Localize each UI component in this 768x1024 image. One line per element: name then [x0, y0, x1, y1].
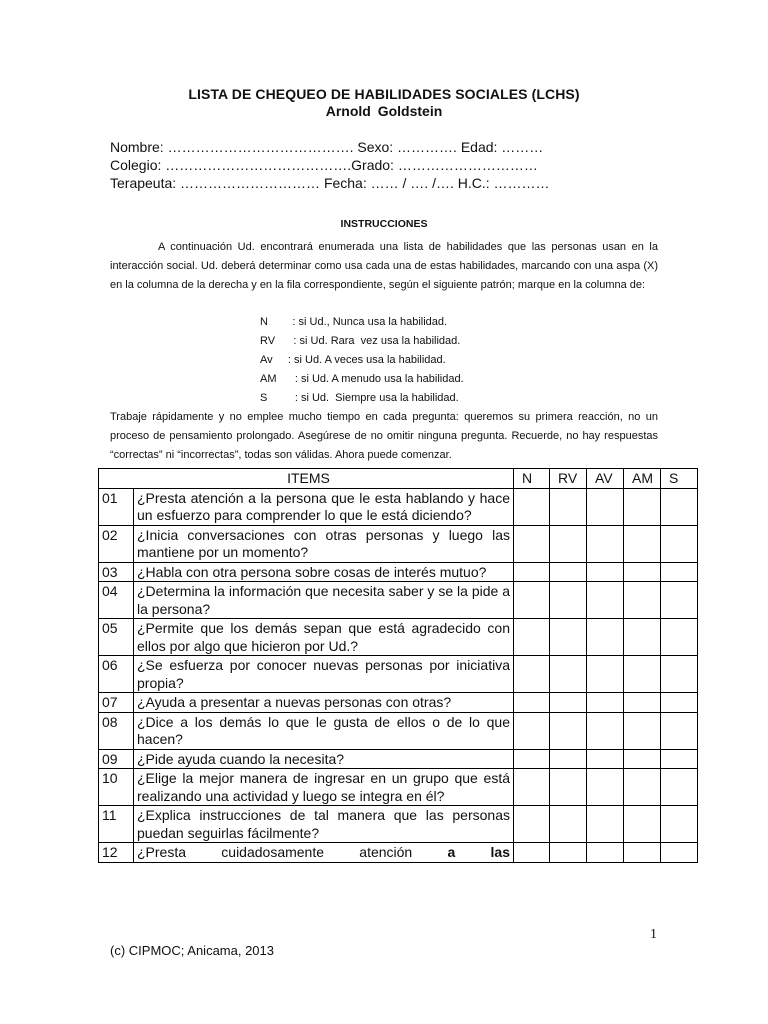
table-row — [99, 843, 698, 863]
key-item-rv: RV : si Ud. Rara vez usa la habilidad. — [260, 335, 461, 347]
table-row — [99, 806, 698, 843]
answer-cell-av[interactable] — [587, 806, 624, 843]
answer-cell-rv[interactable] — [550, 488, 587, 525]
item-question-text: ¿Pide ayuda cuando la necesita? — [137, 750, 345, 767]
field-line-colegio: Colegio: ………………………………….Grado: ………………………… — [110, 157, 538, 173]
item-number: 12 — [99, 843, 134, 863]
answer-cell-av[interactable] — [587, 582, 624, 619]
item-question-text: ¿Presta cuidadosamente atención — [137, 844, 413, 860]
instructions-heading: INSTRUCCIONES — [340, 218, 428, 230]
answer-cell-s[interactable] — [661, 843, 698, 863]
item-question — [134, 582, 514, 619]
header-rv: RV — [550, 469, 587, 489]
answer-cell-rv[interactable] — [550, 806, 587, 843]
item-number: 03 — [99, 562, 134, 582]
key-item-am: AM : si Ud. A menudo usa la habilidad. — [260, 373, 464, 385]
document-author: Arnold Goldstein — [325, 103, 443, 119]
answer-cell-am[interactable] — [624, 619, 661, 656]
item-question-text: ¿Se esfuerza por conocer nuevas personas por iniciativa propia? — [137, 657, 510, 691]
table-row — [99, 562, 698, 582]
item-question — [134, 806, 514, 843]
answer-cell-am[interactable] — [624, 693, 661, 713]
answer-cell-n[interactable] — [514, 749, 550, 769]
answer-cell-s[interactable] — [661, 562, 698, 582]
header-n: N — [514, 469, 550, 489]
answer-cell-av[interactable] — [587, 693, 624, 713]
key-item-av: Av : si Ud. A veces usa la habilidad. — [260, 354, 446, 366]
item-question-bold-text: a las — [447, 844, 510, 860]
item-question — [134, 712, 514, 749]
item-question-text: ¿Determina la información que necesita saber y se la pide a la persona? — [137, 583, 510, 617]
answer-cell-am[interactable] — [624, 843, 661, 863]
table-header-row — [99, 469, 698, 489]
answer-cell-rv[interactable] — [550, 562, 587, 582]
answer-cell-rv[interactable] — [550, 712, 587, 749]
answer-cell-n[interactable] — [514, 582, 550, 619]
item-number: 01 — [99, 488, 134, 525]
answer-cell-av[interactable] — [587, 619, 624, 656]
document-title: LISTA DE CHEQUEO DE HABILIDADES SOCIALES (LCHS) — [188, 86, 580, 102]
item-question-text: ¿Dice a los demás lo que le gusta de ellos o de lo que hacen? — [137, 713, 510, 747]
answer-cell-rv[interactable] — [550, 525, 587, 562]
answer-cell-n[interactable] — [514, 488, 550, 525]
item-question-text: ¿Explica instrucciones de tal manera que las personas puedan seguirlas fácilmente? — [137, 807, 510, 841]
answer-cell-rv[interactable] — [550, 693, 587, 713]
answer-cell-n[interactable] — [514, 712, 550, 749]
answer-cell-am[interactable] — [624, 582, 661, 619]
header-am: AM — [624, 469, 661, 489]
answer-cell-s[interactable] — [661, 656, 698, 693]
item-question — [134, 619, 514, 656]
answer-cell-n[interactable] — [514, 693, 550, 713]
answer-cell-av[interactable] — [587, 525, 624, 562]
answer-cell-s[interactable] — [661, 693, 698, 713]
item-number: 07 — [99, 693, 134, 713]
item-question-text: ¿Permite que los demás sepan que está agradecido con ellos por algo que hicieron por Ud.? — [137, 620, 510, 654]
header-items: ITEMS — [99, 469, 514, 489]
item-question — [134, 843, 514, 863]
answer-cell-s[interactable] — [661, 582, 698, 619]
answer-cell-am[interactable] — [624, 749, 661, 769]
answer-cell-av[interactable] — [587, 488, 624, 525]
table-row — [99, 488, 698, 525]
item-question — [134, 525, 514, 562]
item-question — [134, 769, 514, 806]
table-row — [99, 619, 698, 656]
answer-cell-rv[interactable] — [550, 749, 587, 769]
item-question-text: ¿Habla con otra persona sobre cosas de interés mutuo? — [137, 563, 487, 580]
table-row — [99, 525, 698, 562]
item-question-text: ¿Elige la mejor manera de ingresar en un grupo que está realizando una actividad y luego se integra en él? — [137, 770, 510, 804]
item-question — [134, 693, 514, 713]
page-number: 1 — [650, 927, 657, 942]
answer-cell-rv[interactable] — [550, 843, 587, 863]
table-row — [99, 769, 698, 806]
item-number: 09 — [99, 749, 134, 769]
table-row — [99, 712, 698, 749]
key-item-s: S : si Ud. Siempre usa la habilidad. — [260, 392, 459, 404]
answer-cell-am[interactable] — [624, 562, 661, 582]
item-number: 04 — [99, 582, 134, 619]
answer-cell-s[interactable] — [661, 619, 698, 656]
item-number: 06 — [99, 656, 134, 693]
answer-cell-av[interactable] — [587, 843, 624, 863]
header-av: AV — [587, 469, 624, 489]
answer-cell-rv[interactable] — [550, 769, 587, 806]
item-number: 10 — [99, 769, 134, 806]
answer-cell-s[interactable] — [661, 712, 698, 749]
answer-cell-n[interactable] — [514, 619, 550, 656]
answer-cell-am[interactable] — [624, 656, 661, 693]
answer-cell-am[interactable] — [624, 806, 661, 843]
answer-cell-av[interactable] — [587, 712, 624, 749]
answer-cell-n[interactable] — [514, 562, 550, 582]
answer-cell-av[interactable] — [587, 562, 624, 582]
item-question — [134, 749, 514, 769]
footer-copyright: (c) CIPMOC; Anicama, 2013 — [110, 943, 274, 958]
item-question-text: ¿Ayuda a presentar a nuevas personas con otras? — [137, 694, 452, 710]
answer-cell-n[interactable] — [514, 656, 550, 693]
answer-cell-s[interactable] — [661, 749, 698, 769]
instructions-closing: Trabaje rápidamente y no emplee mucho tiempo en cada pregunta: queremos su primera reacción, no un proceso de pensamiento prolongado. Asegúrese de no omitir ninguna pregunta. Recuerde, no hay respuestas “correctas” ni “incorrectas”, todas son válidas. Ahora puede comenzar. — [110, 411, 658, 461]
key-item-n: N : si Ud., Nunca usa la habilidad. — [260, 316, 448, 328]
table-row — [99, 749, 698, 769]
answer-cell-av[interactable] — [587, 749, 624, 769]
item-question — [134, 656, 514, 693]
item-number: 05 — [99, 619, 134, 656]
answer-cell-am[interactable] — [624, 769, 661, 806]
answer-cell-n[interactable] — [514, 525, 550, 562]
table-row — [99, 656, 698, 693]
table-row — [99, 582, 698, 619]
answer-cell-s[interactable] — [661, 806, 698, 843]
item-number: 11 — [99, 806, 134, 843]
answer-cell-rv[interactable] — [550, 582, 587, 619]
answer-cell-s[interactable] — [661, 525, 698, 562]
answer-cell-am[interactable] — [624, 712, 661, 749]
item-number: 02 — [99, 525, 134, 562]
answer-cell-rv[interactable] — [550, 656, 587, 693]
header-s: S — [661, 469, 698, 489]
answer-cell-n[interactable] — [514, 806, 550, 843]
skills-table — [98, 468, 698, 863]
answer-cell-n[interactable] — [514, 843, 550, 863]
item-number: 08 — [99, 712, 134, 749]
answer-cell-av[interactable] — [587, 769, 624, 806]
table-row — [99, 693, 698, 713]
item-question — [134, 562, 514, 582]
answer-cell-rv[interactable] — [550, 619, 587, 656]
item-question — [134, 488, 514, 525]
instructions-intro: A continuación Ud. encontrará enumerada una lista de habilidades que las personas usan en la interacción social. Ud. deberá determinar como usa cada una de estas habilidades, marcando con una aspa (X) en la columna de la derecha y en la fila correspondiente, según el siguiente patrón; marque en la columna de: — [110, 241, 658, 291]
answer-cell-n[interactable] — [514, 769, 550, 806]
item-question-text: ¿Presta atención a la persona que le esta hablando y hace un esfuerzo para comprender lo que le está diciendo? — [137, 489, 510, 523]
answer-cell-am[interactable] — [624, 488, 661, 525]
item-question-text: ¿Inicia conversaciones con otras personas y luego las mantiene por un momento? — [137, 526, 510, 560]
field-line-nombre: Nombre: …………………………………. Sexo: …………. Edad: ……… — [110, 139, 544, 155]
answer-cell-s[interactable] — [661, 488, 698, 525]
answer-cell-av[interactable] — [587, 656, 624, 693]
field-line-terapeuta: Terapeuta: ………………………… Fecha: …… / …. /…. H.C.: ………… — [110, 175, 550, 191]
answer-cell-am[interactable] — [624, 525, 661, 562]
answer-cell-s[interactable] — [661, 769, 698, 806]
